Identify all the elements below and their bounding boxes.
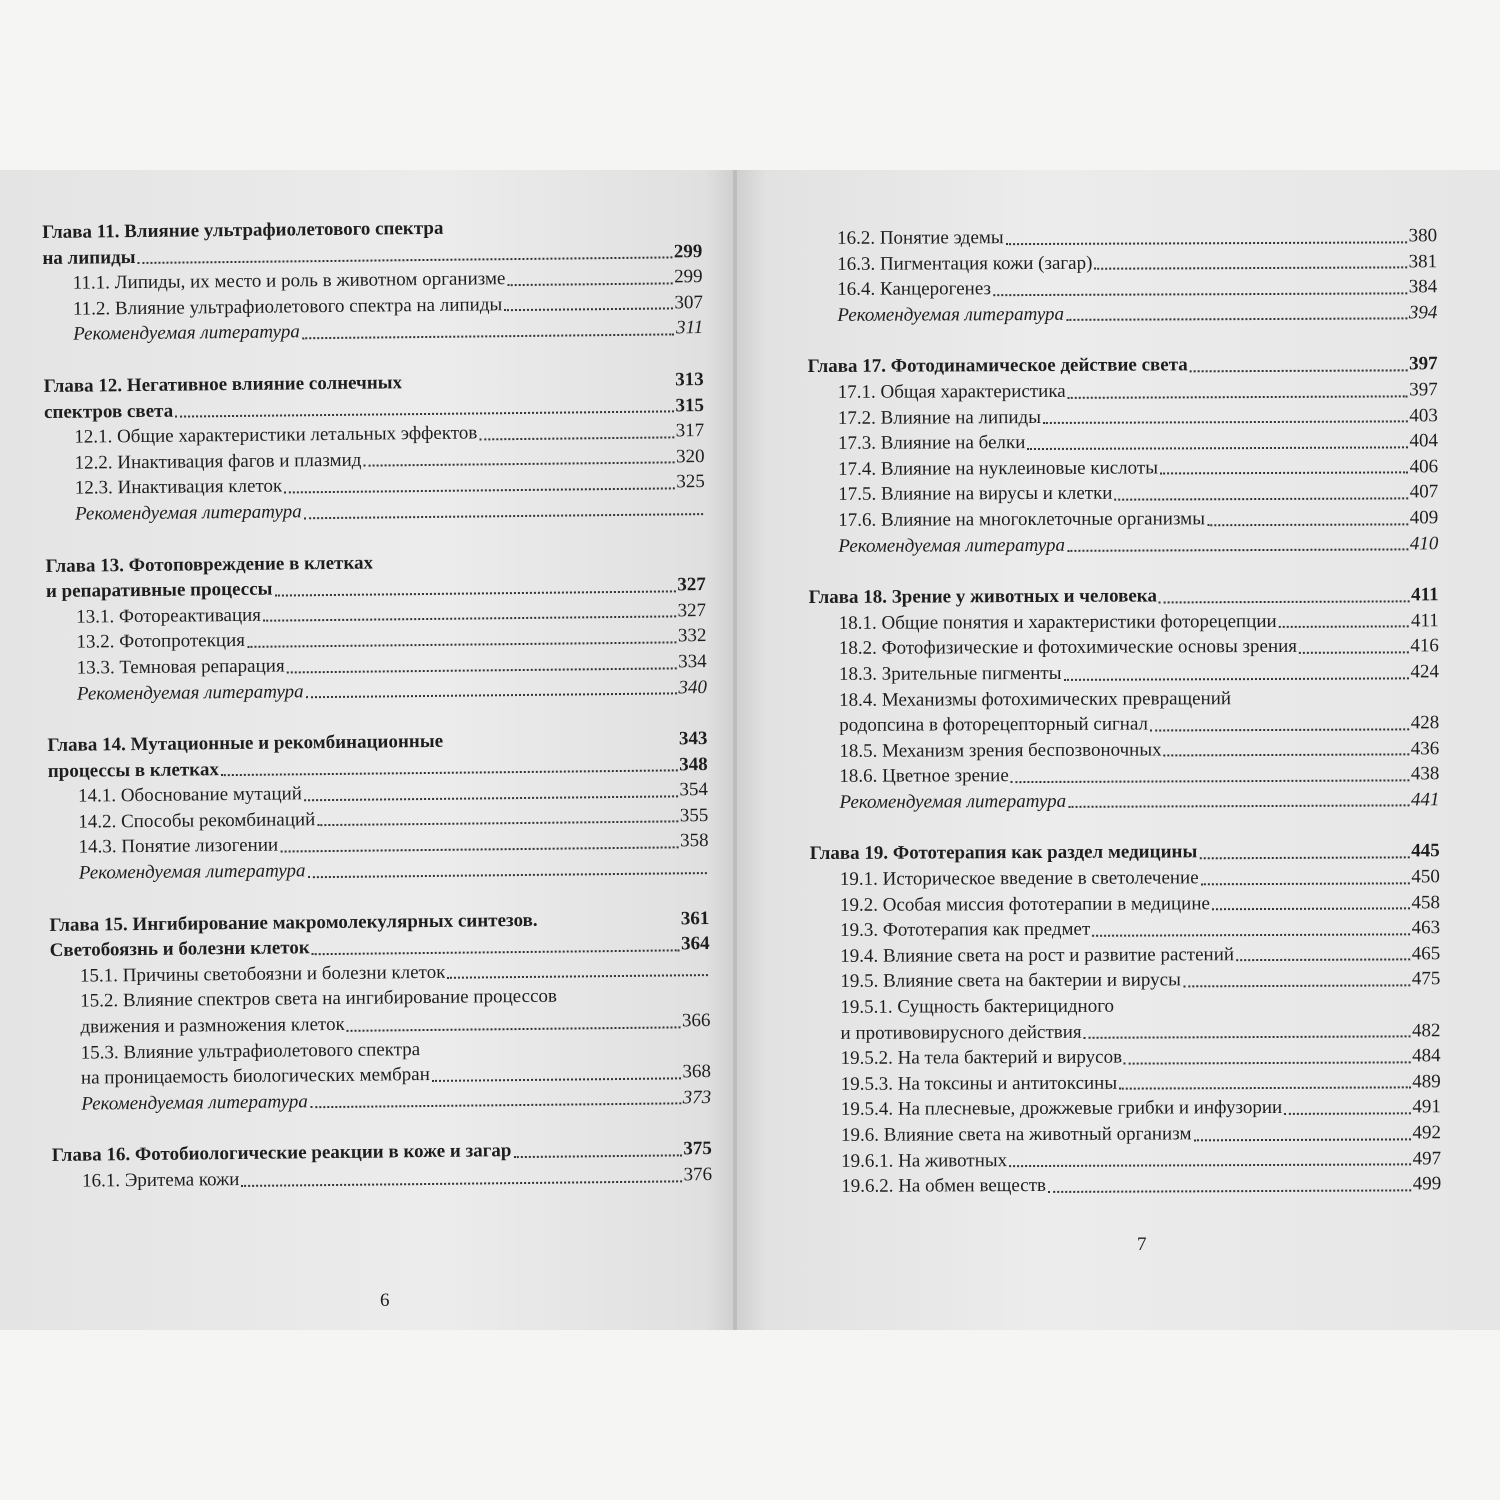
toc-line: [807, 249, 1437, 277]
toc-page-number: 484: [1412, 1045, 1441, 1067]
toc-page-number: 492: [1412, 1122, 1442, 1144]
toc-entry-title: 17.2. Влияние на липиды: [837, 406, 1041, 429]
toc-line: [808, 505, 1438, 533]
dot-leader: [1279, 626, 1409, 629]
dot-leader: [1027, 446, 1407, 450]
dot-leader: [540, 926, 679, 927]
dot-leader: [404, 387, 673, 390]
dot-leader: [310, 1103, 681, 1109]
left-page-number: 6: [380, 1290, 390, 1311]
toc-page-number: 482: [1411, 1019, 1441, 1041]
toc-line: [811, 1069, 1441, 1097]
right-table-of-contents: [807, 223, 1441, 1200]
dot-leader: [513, 1154, 681, 1158]
toc-line: [810, 839, 1440, 867]
dot-leader: [247, 641, 676, 647]
toc-entry-title: 13.1. Фотореактивация: [76, 604, 262, 628]
dot-leader: [280, 846, 678, 852]
toc-entry-title: Глава 14. Мутационные и рекомбинационные: [47, 730, 444, 757]
toc-page-number: 313: [675, 369, 704, 391]
dot-leader: [1284, 1112, 1410, 1115]
toc-page-number: 381: [1408, 250, 1438, 272]
dot-leader: [432, 1077, 681, 1082]
toc-entry-title: Рекомендуемая литература: [73, 321, 300, 346]
dot-leader: [1183, 984, 1410, 987]
dot-leader: [1124, 1061, 1410, 1064]
toc-entry-title: 12.2. Инактивация фагов и плазмид: [74, 449, 362, 474]
toc-entry-title: 19.5.1. Сущность бактерицидного: [840, 995, 1115, 1018]
toc-page-number: 411: [1411, 584, 1439, 606]
toc-page-number: 361: [680, 907, 710, 930]
toc-line: [52, 1162, 712, 1195]
toc-entry-title: 14.1. Обоснование мутаций: [77, 783, 303, 807]
toc-entry-title: 17.6. Влияние на многоклеточные организмы: [838, 508, 1205, 531]
dot-leader: [1159, 600, 1409, 603]
toc-page-number: 397: [1409, 379, 1438, 401]
toc-entry-title: 18.6. Цветное зрение: [839, 765, 1009, 788]
toc-line: [810, 967, 1440, 995]
toc-entry-title: на липиды: [42, 246, 136, 269]
dot-leader: [1009, 1164, 1410, 1168]
left-table-of-contents: [42, 213, 712, 1194]
toc-line: [809, 787, 1439, 815]
toc-page-number: 497: [1412, 1147, 1442, 1169]
toc-entry-title: 19.6.1. На животных: [841, 1149, 1008, 1172]
dot-leader: [1092, 933, 1409, 936]
toc-entry-title: 12.1. Общие характеристики летальных эффектов: [74, 422, 478, 448]
toc-entry-title: 18.5. Механизм зрения беспозвоночных: [839, 739, 1162, 762]
toc-page-number: 491: [1412, 1096, 1441, 1118]
dot-leader: [1068, 805, 1409, 808]
toc-page-number: 499: [1412, 1173, 1442, 1195]
toc-entry-title: спектров света: [43, 400, 174, 423]
toc-page-number: 410: [1409, 532, 1439, 554]
dot-leader: [287, 667, 677, 673]
dot-leader: [263, 616, 676, 622]
toc-line: [809, 710, 1439, 738]
toc-page-number: 311: [675, 317, 704, 339]
toc-line: [809, 582, 1439, 610]
toc-line: [810, 864, 1440, 892]
toc-entry-title: 16.2. Понятие эдемы: [837, 227, 1004, 249]
toc-page-number: 438: [1410, 763, 1440, 785]
dot-leader: [1043, 421, 1407, 425]
right-page: [737, 170, 1500, 1330]
toc-line: [809, 685, 1439, 713]
dot-leader: [1094, 267, 1406, 270]
toc-entry-title: 16.1. Эритема кожи: [81, 1168, 240, 1192]
toc-page-number: 424: [1410, 661, 1439, 683]
dot-leader: [138, 257, 672, 265]
toc-page-number: 332: [677, 625, 707, 647]
right-page-number: 7: [1137, 1234, 1147, 1255]
dot-leader: [447, 975, 708, 980]
toc-line: [810, 890, 1440, 918]
toc-entry-title: 12.3. Инактивация клеток: [74, 475, 283, 500]
dot-leader: [1299, 651, 1408, 653]
toc-entry-title: Рекомендуемая литература: [838, 534, 1066, 557]
toc-page-number: 450: [1411, 866, 1440, 888]
toc-page-number: 409: [1409, 507, 1439, 529]
left-page: [0, 170, 735, 1330]
toc-line: [811, 1043, 1441, 1071]
toc-entry-title: 19.5.2. На тела бактерий и вирусов: [840, 1046, 1123, 1070]
toc-entry-title: 17.3. Влияние на белки: [837, 432, 1026, 455]
toc-line: [810, 915, 1440, 943]
toc-page-number: 403: [1409, 404, 1438, 426]
toc-entry-title: Глава 12. Негативное влияние солнечных: [43, 372, 403, 397]
toc-entry-title: процессы в клетках: [47, 758, 219, 782]
toc-line: [809, 762, 1439, 790]
dot-leader: [1048, 1189, 1411, 1193]
toc-entry-title: Глава 11. Влияние ультрафиолетового спектра: [42, 217, 444, 243]
toc-entry-title: 16.3. Пигментация кожи (загар): [837, 252, 1093, 275]
toc-entry-title: 19.6.2. На обмен веществ: [841, 1175, 1047, 1198]
toc-entry-title: Рекомендуемая литература: [839, 790, 1067, 813]
toc-entry-title: 18.2. Фотофизические и фотохимические основы зрения: [838, 636, 1298, 660]
toc-entry-title: 19.5. Влияние света на бактерии и вирусы: [840, 969, 1181, 993]
dot-leader: [1212, 908, 1410, 911]
toc-page-number: 489: [1412, 1071, 1441, 1093]
toc-page-number: 320: [675, 445, 705, 468]
toc-entry-title: 11.1. Липиды, их место и роль в животном организме: [72, 268, 506, 294]
toc-page-number: 327: [677, 599, 707, 622]
toc-entry-title: 14.3. Понятие лизогении: [78, 835, 279, 859]
toc-entry-title: 13.2. Фотопротекция: [76, 630, 246, 653]
toc-line: [811, 1120, 1441, 1148]
chapter-gap: [808, 556, 1438, 585]
toc-page-number: 376: [683, 1164, 713, 1186]
dot-leader: [1011, 779, 1409, 783]
dot-leader: [507, 282, 672, 286]
toc-line: [810, 992, 1440, 1020]
dot-leader: [1207, 523, 1408, 526]
toc-page-number: 406: [1409, 455, 1439, 478]
toc-page-number: 343: [678, 728, 708, 750]
toc-entry-title: Глава 18. Зрение у животных и человека: [808, 585, 1157, 609]
toc-line: [809, 736, 1439, 764]
dot-leader: [1164, 754, 1409, 757]
dot-leader: [304, 513, 703, 519]
toc-entry-title: 15.2. Влияние спектров света на ингибирование процессов: [80, 986, 558, 1013]
toc-page-number: 463: [1411, 917, 1441, 939]
toc-line: [811, 1171, 1441, 1199]
dot-leader: [1119, 1087, 1410, 1090]
toc-entry-title: Рекомендуемая литература: [837, 303, 1065, 326]
dot-leader: [1150, 728, 1409, 731]
toc-page-number: 465: [1411, 943, 1441, 965]
toc-line: [807, 274, 1437, 302]
toc-page-number: 373: [682, 1086, 712, 1109]
toc-entry-title: 13.3. Темновая репарация: [76, 655, 285, 679]
toc-entry-title: 19.5.3. На токсины и антитоксины: [840, 1072, 1118, 1095]
toc-entry-title: Глава 19. Фототерапия как раздел медицины: [809, 841, 1198, 865]
dot-leader: [1066, 318, 1407, 321]
toc-entry-title: 17.5. Влияние на вирусы и клетки: [838, 483, 1113, 506]
dot-leader: [504, 308, 672, 312]
toc-page-number: 366: [681, 1010, 711, 1032]
toc-entry-title: родопсина в фоторецепторный сигнал: [839, 713, 1149, 736]
toc-page-number: 436: [1410, 737, 1440, 760]
dot-leader: [445, 746, 677, 748]
dot-leader: [1068, 395, 1408, 398]
toc-page-number: 299: [674, 266, 703, 288]
toc-line: [808, 531, 1438, 559]
dot-leader: [363, 462, 674, 467]
toc-line: [809, 608, 1439, 636]
book-spread: [0, 170, 1500, 1330]
toc-page-number: 334: [678, 650, 707, 673]
toc-entry-title: Рекомендуемая литература: [76, 680, 304, 705]
toc-entry-title: и противовирусного действия: [840, 1021, 1082, 1044]
dot-leader: [1201, 882, 1410, 885]
dot-leader: [241, 1180, 681, 1187]
dot-leader: [1084, 1036, 1410, 1039]
dot-leader: [284, 487, 674, 493]
toc-page-number: 394: [1408, 302, 1438, 324]
toc-page-number: 416: [1410, 635, 1439, 657]
toc-line: [810, 941, 1440, 969]
toc-page-number: 380: [1408, 225, 1438, 247]
toc-page-number: 368: [682, 1061, 712, 1083]
toc-page-number: 315: [675, 394, 705, 416]
dot-leader: [1006, 241, 1407, 245]
toc-page-number: 428: [1410, 712, 1440, 734]
toc-page-number: 307: [674, 291, 704, 314]
toc-page-number: 397: [1409, 353, 1438, 375]
chapter-gap: [810, 813, 1440, 842]
toc-line: [808, 480, 1438, 508]
toc-page-number: 475: [1411, 968, 1441, 990]
toc-line: [808, 454, 1438, 482]
toc-entry-title: Глава 16. Фотобиологические реакции в коже и загар: [51, 1140, 512, 1167]
toc-line: [811, 1146, 1441, 1174]
toc-page-number: 358: [679, 830, 709, 852]
toc-entry-title: Рекомендуемая литература: [81, 1091, 308, 1115]
dot-leader: [312, 949, 679, 955]
toc-entry-title: 19.3. Фототерапия как предмет: [840, 919, 1091, 942]
toc-entry-title: 19.4. Влияние света на рост и развитие растений: [840, 943, 1235, 967]
dot-leader: [221, 770, 677, 777]
toc-entry-title: 17.4. Влияние на нуклеиновые кислоты: [838, 457, 1158, 480]
toc-entry-title: 18.1. Общие понятия и характеристики фоторецепции: [838, 610, 1277, 634]
toc-entry-title: 14.2. Способы рекомбинаций: [78, 809, 316, 833]
toc-entry-title: на проницаемость биологических мембран: [80, 1064, 430, 1089]
toc-entry-title: 18.4. Механизмы фотохимических превращений: [839, 687, 1232, 711]
toc-page-number: 407: [1409, 481, 1439, 503]
toc-entry-title: Светобоязнь и болезни клеток: [49, 937, 310, 962]
toc-page-number: 445: [1411, 840, 1440, 862]
toc-page-number: 355: [679, 804, 709, 827]
dot-leader: [1190, 369, 1407, 372]
dot-leader: [175, 411, 673, 418]
toc-entry-title: 18.3. Зрительные пигменты: [838, 662, 1062, 685]
toc-entry-title: Рекомендуемая литература: [78, 860, 306, 884]
toc-line: [807, 300, 1437, 328]
dot-leader: [1160, 472, 1408, 475]
toc-line: [808, 377, 1438, 405]
dot-leader: [479, 436, 673, 440]
toc-entry-title: 19.5.4. На плесневые, дрожжевые грибки и инфузории: [840, 1097, 1283, 1121]
dot-leader: [317, 821, 678, 827]
toc-line: [809, 659, 1439, 687]
toc-entry-title: Глава 13. Фотоповреждение в клетках: [45, 552, 374, 577]
dot-leader: [1236, 959, 1410, 962]
dot-leader: [1063, 677, 1408, 681]
toc-page-number: 404: [1409, 430, 1438, 452]
toc-line: [808, 428, 1438, 456]
toc-page-number: 441: [1410, 789, 1440, 811]
toc-entry-title: 19.1. Историческое введение в светолечение: [839, 867, 1199, 890]
toc-entry-title: Глава 17. Фотодинамическое действие света: [807, 354, 1188, 378]
dot-leader: [306, 692, 677, 698]
toc-line: [811, 1095, 1441, 1123]
toc-entry-title: 17.1. Общая характеристика: [837, 380, 1066, 403]
toc-line: [808, 352, 1438, 380]
toc-page-number: 340: [678, 676, 708, 698]
toc-line: [809, 634, 1439, 662]
dot-leader: [1114, 497, 1407, 500]
toc-page-number: 325: [676, 471, 705, 493]
toc-entry-title: 19.6. Влияние света на животный организм: [840, 1123, 1192, 1146]
toc-page-number: 299: [673, 240, 703, 262]
dot-leader: [307, 872, 706, 878]
toc-entry-title: 16.4. Канцерогенез: [837, 278, 992, 301]
toc-entry-title: 15.1. Причины светобоязни и болезни клеток: [79, 961, 446, 987]
toc-page-number: 375: [683, 1138, 712, 1160]
toc-page-number: 317: [675, 420, 705, 442]
dot-leader: [302, 333, 674, 339]
toc-entry-title: 11.2. Влияние ультрафиолетового спектра на липиды: [72, 293, 503, 320]
toc-page-number: 348: [679, 753, 708, 776]
toc-entry-title: Глава 15. Ингибирование макромолекулярных синтезов.: [49, 909, 538, 936]
chapter-gap: [807, 326, 1437, 355]
toc-line: [807, 223, 1437, 251]
toc-page-number: 327: [677, 574, 706, 596]
dot-leader: [1067, 549, 1408, 552]
toc-line: [808, 403, 1438, 431]
dot-leader: [274, 590, 675, 596]
dot-leader: [1193, 1138, 1410, 1141]
dot-leader: [993, 292, 1407, 296]
toc-entry-title: 15.3. Влияние ультрафиолетового спектра: [80, 1038, 421, 1064]
dot-leader: [304, 795, 678, 801]
toc-entry-title: движения и размножения клеток: [80, 1013, 345, 1038]
toc-line: [810, 1018, 1440, 1046]
toc-entry-title: Рекомендуемая литература: [74, 501, 302, 525]
toc-page-number: 411: [1410, 609, 1439, 632]
toc-page-number: 364: [681, 933, 710, 955]
toc-page-number: 384: [1408, 276, 1438, 298]
toc-page-number: 458: [1411, 891, 1441, 914]
dot-leader: [1199, 856, 1409, 859]
toc-entry-title: 19.2. Особая миссия фототерапии в медицине: [839, 892, 1210, 916]
dot-leader: [347, 1026, 680, 1031]
toc-page-number: 354: [679, 779, 709, 801]
toc-entry-title: и репаративные процессы: [45, 578, 273, 603]
